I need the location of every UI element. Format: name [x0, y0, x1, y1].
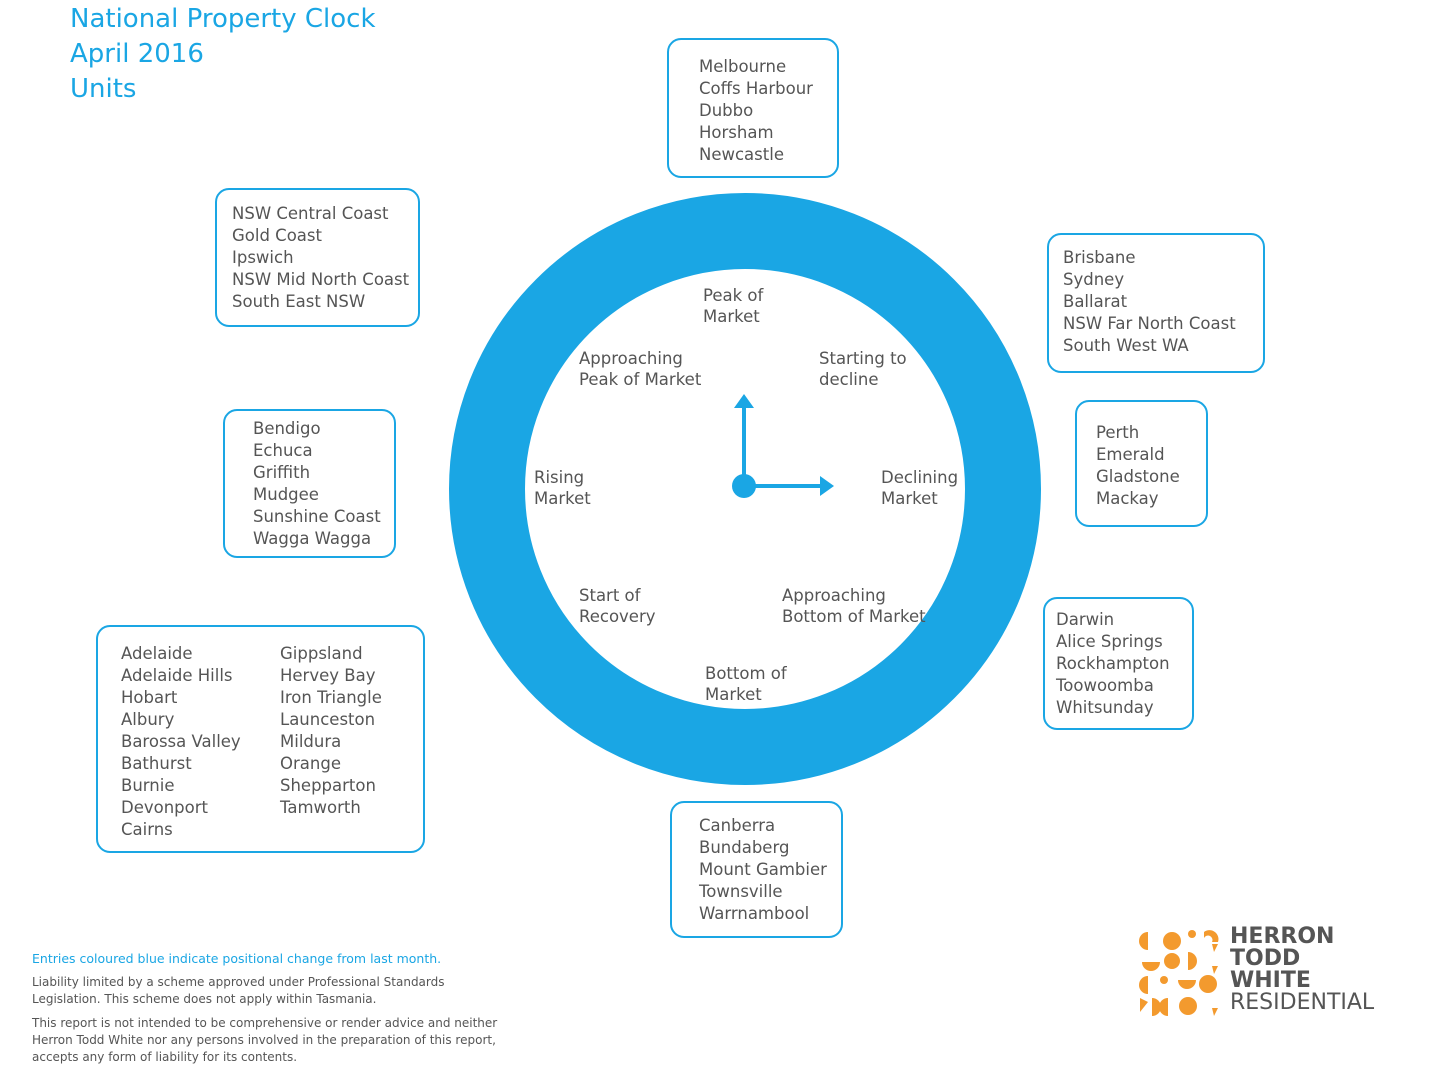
phase-bottom: Bottom of Market	[705, 664, 787, 704]
phase-peak: Peak of Market	[703, 286, 764, 326]
footer-blue-note: Entries coloured blue indicate positional change from last month.	[32, 951, 442, 966]
title-line-1: National Property Clock	[70, 4, 376, 34]
phase-starting-decline: Starting to decline	[819, 349, 907, 389]
clock-center	[732, 474, 756, 498]
phase-start-recovery: Start of Recovery	[579, 586, 656, 626]
minute-hand-arrowhead	[820, 476, 834, 496]
phase-approaching-bottom: Approaching Bottom of Market	[782, 586, 926, 626]
box-approaching-peak: NSW Central Coast Gold Coast Ipswich NSW Mid North Coast South East NSW	[215, 188, 420, 327]
box-starting-decline: Brisbane Sydney Ballarat NSW Far North Coast South West WA	[1047, 233, 1265, 373]
title-line-3: Units	[70, 74, 137, 104]
box-bottom-of-market: Canberra Bundaberg Mount Gambier Townsville Warrnambool	[670, 801, 843, 938]
box-rising: Bendigo Echuca Griffith Mudgee Sunshine Coast Wagga Wagga	[223, 409, 396, 558]
phase-approaching-peak: Approaching Peak of Market	[579, 349, 702, 389]
phase-declining: Declining Market	[881, 468, 959, 508]
box-start-of-recovery: Adelaide Adelaide Hills Hobart Albury Barossa Valley Bathurst Burnie Devonport Cairns Gippsland Hervey Bay Iron Triangle Launceston Mildura Orange Shepparton Tamworth	[96, 625, 425, 853]
hour-hand-arrowhead	[734, 394, 754, 408]
box-declining: Perth Emerald Gladstone Mackay	[1075, 400, 1208, 527]
box-peak-of-market: Melbourne Coffs Harbour Dubbo Horsham Newcastle	[667, 38, 839, 178]
phase-rising: Rising Market	[534, 468, 591, 508]
herron-todd-white-logo-text: HERRON TODD WHITE RESIDENTIAL	[1230, 924, 1375, 1015]
herron-todd-white-logo-mark	[1138, 928, 1228, 1016]
footer-liability: Liability limited by a scheme approved under Professional Standards Legislation. This scheme does not apply within Tasmania.	[32, 975, 445, 1006]
box-approaching-bottom: Darwin Alice Springs Rockhampton Toowoomba Whitsunday	[1043, 597, 1194, 730]
title-line-2: April 2016	[70, 39, 204, 69]
footer-disclaimer: This report is not intended to be comprehensive or render advice and neither Herron Todd White nor any persons involved in the preparation of this report, accepts any form of liability for its contents.	[32, 1016, 498, 1064]
